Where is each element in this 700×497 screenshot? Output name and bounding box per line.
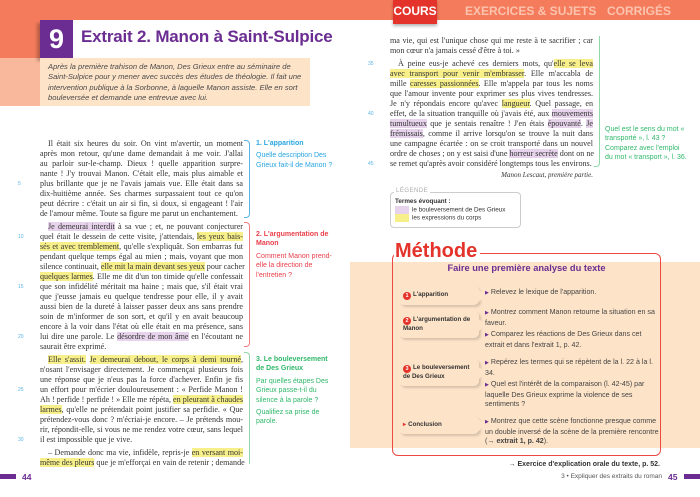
text-line	[18, 332, 243, 342]
text-segment: une réponse que je n'eus pas la force d'achever. Enfin je fis	[40, 375, 243, 384]
text-line	[18, 179, 243, 189]
text-line	[40, 448, 243, 458]
text-line	[18, 232, 243, 242]
exercise-link[interactable]: → Exercice d'explication orale du texte, p. 52.	[508, 461, 660, 468]
highlight-body-expression: elle se leva	[553, 59, 594, 68]
page-title: Extrait 2. Manon à Saint-Sulpice	[81, 27, 333, 46]
tab-cours[interactable]: COURS	[393, 0, 437, 24]
text-line	[40, 312, 243, 322]
legend-item-yellow: les expressions du corps	[395, 214, 516, 222]
text-line	[390, 139, 593, 149]
decor-block	[0, 20, 40, 58]
text-segment: . Elle me dit d'un ton timide qu'elle confessait	[92, 272, 243, 281]
methode-text-3: ▶ Repérez les termes qui se répètent de la l. 22 à la l. 34. ▶ Quel est l'intérêt de la comparaison (l. 42-45) par laquelle Des Grieux exprime la violence de ses sentiments ?	[485, 358, 653, 409]
tab-corriges[interactable]: CORRIGÉS	[607, 4, 672, 18]
decor-block	[0, 58, 40, 106]
text-segment: peut décrire : c'était un air si fin, si doux, si engageant ! l'air	[40, 199, 243, 208]
highlight-bouleversement: frémissais	[390, 129, 423, 138]
text-line	[390, 149, 593, 159]
excerpt-text-left	[18, 139, 245, 468]
text-line	[390, 119, 593, 129]
highlight-body-expression: sés et avec tremblement	[40, 242, 120, 251]
text-segment: après mon retour, qu'une dame demandait à me voir. J'allai	[40, 149, 243, 158]
text-segment: Je n'y répondais encore qu'avec	[390, 99, 502, 108]
text-line	[368, 159, 593, 169]
text-segment: ma vie, qui est l'unique chose qui me reste à te sacrifier ; car	[390, 36, 593, 45]
page-marker	[684, 474, 700, 479]
margin-note-1: 1. L'apparition Quelle description Des Grieux fait-il de Manon ?	[256, 140, 333, 169]
methode-label-2: 2 L'argumentation de Manon	[399, 311, 479, 338]
page-number-right: 45	[668, 472, 678, 482]
text-segment: . Elle m'accabla de	[524, 69, 593, 78]
margin-note-3: 3. Le bouleversement de Des Grieux Par quelles étapes Des Grieux passe-t-il du silence à la parole ? Qualifiez sa prise de parole.	[256, 356, 329, 426]
line-number: 45	[368, 161, 374, 167]
text-line	[368, 109, 593, 119]
line-number: 40	[368, 111, 374, 117]
line-number: 30	[18, 437, 24, 443]
legend-box	[390, 188, 521, 228]
highlight-bouleversement: Je demeurai interdit	[48, 222, 115, 231]
highlight-body-expression: caresses passionnées	[410, 79, 479, 88]
text-line	[40, 355, 243, 365]
bracket-3	[244, 352, 250, 464]
text-segment: de l'amour même. Toute sa figure me parut un enchantement.	[40, 209, 238, 218]
text-line	[40, 169, 243, 179]
text-line	[40, 139, 243, 149]
text-line	[40, 458, 243, 468]
text-line	[390, 89, 593, 99]
bracket-4	[594, 36, 600, 167]
margin-note-4: Quel est le sens du mot « transporté », l. 43 ? Comparez avec l'emploi du mot « transport », l. 36.	[605, 126, 687, 162]
highlight-bouleversement: mouvements	[551, 109, 593, 118]
text-line	[40, 199, 243, 209]
text-segment: il est impossible que je vive.	[40, 435, 133, 444]
text-segment: mille	[390, 79, 410, 88]
text-segment: .	[580, 119, 587, 128]
text-line	[40, 292, 243, 302]
text-segment: que l'amour invente pour exprimer ses plus vives tendresses.	[390, 89, 593, 98]
text-line	[390, 99, 593, 109]
tab-exercices[interactable]: EXERCICES & SUJETS	[465, 4, 597, 18]
highlight-body-expression: en pleurant à chaudes	[173, 395, 244, 404]
methode-label-1: 1 L'apparition	[399, 286, 479, 305]
methode-title: Méthode	[394, 240, 480, 262]
text-line	[18, 435, 243, 445]
text-segment: soin de m'informer de son sort, et qu'il y en avait beaucoup	[40, 312, 243, 321]
text-line	[40, 342, 243, 352]
text-line	[390, 46, 593, 56]
text-segment: pour cacher	[204, 262, 245, 271]
text-segment: plus brillante que je ne l'avais jamais vue. Elle était dans sa	[40, 179, 243, 188]
text-line	[18, 385, 243, 395]
text-line	[40, 425, 243, 435]
text-segment: , qu'elle s'expliquât. Son embarras fut	[119, 242, 244, 251]
source-citation: Manon Lescaut, première partie.	[501, 171, 593, 179]
highlight-bouleversement: désordre de mon âme	[117, 332, 189, 341]
methode-text-conclusion: ▶ Montrez que cette scène fonctionne presque comme un double inversé de la scène de la première rencontre (→ extrait 1, p. 42).	[485, 417, 659, 446]
section-number: 9	[40, 20, 73, 58]
text-segment: aussi bien de la dureté à laisser passer deux ans sans prendre	[40, 302, 243, 311]
text-line	[40, 395, 243, 405]
methode-subtitle: Faire une première analyse du texte	[447, 263, 606, 273]
text-segment: quel était le dessein de cette visite, j'attendais,	[40, 232, 197, 241]
line-number: 10	[18, 234, 24, 240]
text-line	[40, 262, 243, 272]
bracket-2	[244, 222, 250, 347]
text-line	[40, 322, 243, 332]
legend-heading: Termes évoquant :	[395, 198, 451, 205]
text-segment: rir, répondit-elle, si vous ne me rendez votre cœur, sans lequel	[40, 425, 243, 434]
bracket-1	[244, 140, 250, 218]
text-segment: silence continuait,	[40, 262, 101, 271]
text-line	[40, 272, 243, 282]
highlight-bouleversement: épouvanté	[547, 119, 581, 128]
text-line	[40, 365, 243, 375]
text-segment: pendant quelque temps égal au mien ; mais, voyant que mon	[40, 252, 243, 261]
text-segment: que je sentais renaître ! J'en étais	[426, 119, 548, 128]
text-line	[40, 242, 243, 252]
highlight-body-expression: larmes	[40, 405, 62, 414]
highlight-bouleversement: tumultueux	[390, 119, 427, 128]
text-line	[40, 149, 243, 159]
text-segment: ,	[240, 355, 243, 364]
text-segment: à sa vue ; et, ne pouvant conjecturer	[114, 222, 243, 231]
text-segment: que je m'efforçai en vain de retenir ; demande	[94, 458, 245, 467]
text-line	[390, 79, 593, 89]
text-segment: mon cœur n'a jamais cessé d'être à toi. »	[390, 46, 520, 55]
excerpt-text-right	[368, 36, 594, 169]
highlight-body-expression: Elle s'assit.	[48, 355, 86, 364]
text-segment: saurait être exprimé.	[40, 342, 107, 351]
highlight-body-expression: en versant moi-	[191, 448, 243, 457]
text-segment: Ah ! perfide ! perfide ! » Elle me répéta,	[40, 395, 174, 404]
text-line	[390, 129, 593, 139]
text-line	[390, 36, 593, 46]
text-line	[40, 222, 243, 232]
text-line	[390, 69, 593, 79]
highlight-body-expression: Je demeurai debout, le corps à demi tourné	[89, 355, 241, 364]
highlight-body-expression: avec transport pour venir m'embrasser	[390, 69, 525, 78]
text-segment: que son infidélité méritait ma haine ; mais que, s'il était vrai	[40, 282, 243, 291]
text-line	[40, 252, 243, 262]
text-segment: au parloir sur-le-champ. Dieux ! quelle apparition surpre-	[40, 159, 243, 168]
text-segment: – Demande donc ma vie, infidèle, repris-je	[48, 448, 192, 457]
margin-note-2: 2. L'argumentation de Manon Comment Manon prend-elle la direction de l'entretien ?	[256, 231, 332, 279]
line-number: 20	[18, 334, 24, 340]
line-number: 15	[18, 284, 24, 290]
text-segment: effet, de la situation tranquille où j'avais été, aux	[390, 109, 552, 118]
methode-text-2: ▶ Montrez comment Manon retourne la situation en sa faveur. ▶ Comparez les réactions de Des Grieux dans cet extrait et dans l'extrait 1, p. 42.	[485, 308, 655, 349]
text-line	[40, 375, 243, 385]
text-segment: un effort pour m'écrier douloureusement : « Perfide Manon !	[40, 385, 243, 394]
line-number: 35	[368, 61, 374, 67]
methode-label-3: 3 Le bouleversement de Des Grieux	[399, 359, 479, 386]
text-segment: nante ! J'y trouvai Manon. C'était elle, mais plus aimable et	[40, 169, 243, 178]
text-segment: dix-huitième année. Ses charmes surpassaient tout ce qu'on	[40, 189, 243, 198]
text-line	[40, 415, 243, 425]
page-number-left: 44	[22, 472, 32, 482]
methode-label-conclusion: ▸ Conclusion	[399, 416, 479, 434]
text-segment: encore à la voir dans l'état où elle était en ma présence, sans	[40, 322, 243, 331]
legend-label: LÉGENDE	[396, 188, 429, 194]
text-line	[18, 282, 243, 292]
highlight-body-expression: même des pleurs	[40, 458, 95, 467]
line-number: 25	[18, 387, 24, 393]
text-segment: lui dire une parole. Le	[40, 332, 118, 341]
text-line	[40, 302, 243, 312]
text-segment: se remet qu'après avoir considéré longtemps tous les environs.	[390, 159, 592, 168]
text-segment: en l'écoutant ne	[188, 332, 243, 341]
text-segment: ordre de choses ; on y est saisi d'une	[390, 149, 510, 158]
text-segment: une campagne écartée : on se croit transporté dans un nouvel	[390, 139, 593, 148]
highlight-body-expression: quelques larmes	[40, 272, 93, 281]
text-segment: , comme il arrive lorsqu'on se trouve la nuit dans	[422, 129, 593, 138]
text-line	[40, 405, 243, 415]
text-segment: prétendez-vous donc ? m'écriai-je encore. – Je prétends mou-	[40, 415, 243, 424]
text-line	[40, 189, 243, 199]
text-segment: n'osant l'envisager directement. Je commençai plusieurs fois	[40, 365, 243, 374]
line-number: 5	[18, 181, 21, 187]
intro-text: Après la première trahison de Manon, Des Grieux entre au séminaire de Saint-Sulpice pour y mener avec succès des études de théologie. Il fait une intervention publique à la Sorbonne, à laquelle Manon assiste. Elle en sort bouleversée et demande une entrevue avec lui.	[40, 58, 310, 106]
text-line	[368, 59, 594, 69]
highlight-bouleversement: horreur secrète	[509, 149, 558, 158]
page-marker	[0, 474, 16, 479]
highlight-bouleversement: Je	[586, 119, 594, 128]
text-segment: . Elle m'appela par tous les noms	[478, 79, 593, 88]
text-segment: Il était six heures du soir. On vint m'avertir, un moment	[48, 139, 243, 148]
text-segment: . Quel passage, en	[529, 99, 593, 108]
text-segment: que j'eusse jamais eu quelque tendresse pour elle, il y avait	[40, 292, 243, 301]
text-segment: , qu'elle ne prétendait point justifier sa perfidie. « Que	[61, 405, 243, 414]
text-segment: dont on ne	[557, 149, 594, 158]
highlight-body-expression: elle mit la main devant ses yeux	[100, 262, 205, 271]
highlight-body-expression: les yeux bais-	[196, 232, 243, 241]
highlight-body-expression: langueur	[501, 99, 530, 108]
text-segment: À peine eus-je achevé ces derniers mots, qu'	[398, 59, 554, 68]
methode-text-1: ▶ Relevez le lexique de l'apparition.	[485, 288, 597, 296]
chapter-label: 3 • Expliquer des extraits du roman	[561, 473, 662, 480]
text-line	[40, 209, 243, 219]
legend-item-purple: le bouleversement de Des Grieux	[395, 206, 516, 214]
text-line	[40, 159, 243, 169]
